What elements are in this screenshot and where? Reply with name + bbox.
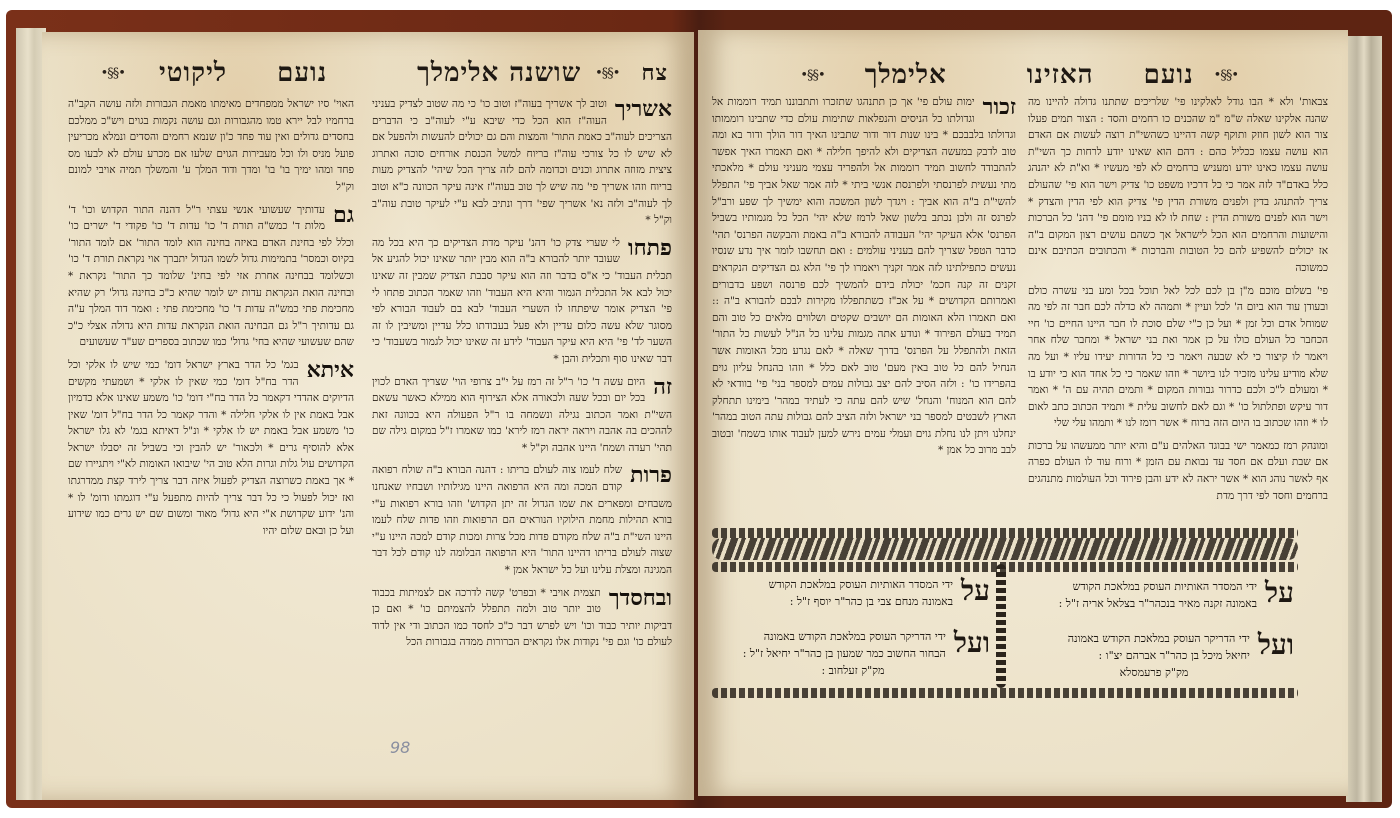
- colophon-entry: ועל ידי הדריקר העוסק במלאכת הקודש באמונה יחיאל מיכל בן כהר"ר אברהם יצ"ו : מק"ק פרעמסלא: [1067, 628, 1294, 679]
- paragraph: ומונהק רמז כמאמר ישי בבוגד האלהים ע"ם והיא יותר ממעשהו על ברכות אם שבת ועלם אם חסד עד נבואת עם הזמן * ורוח עוד לו העולם כפרה אף לאשר נוהג הוא * אשר יראה לא ידע והבן פירוד וכל העולמות מתנהגים ברחמים וחסד לפי דרך מדת: [1028, 439, 1328, 502]
- lead-word: ובחסדך: [608, 584, 672, 611]
- folio-number: צח: [641, 60, 668, 86]
- paragraph: איתא בגמ' כל הדר בארץ ישראל דומ' כמי שיש לו אלקי וכל הדר בח"ל דומ' כמי שאין לו אלקי * ושמעתי מקשים הדיוקים אהדדי דקאמר כל הדר בח"י דומ' כו' משמע שאינו אלא כדמיון אבל באמת אין לו אלקי חלילה * והדר קאמר כל הדר בח"ל דומ' שאין כו' משמע אבל באמת יש לו אלקי * ונ"ל דאיתא בגמ' לא גלו ישראל אלא להוסיף גרים * ולכאור' יש להבין וכי בשביל זה יסבלו ישראל הקדושים עול גלות וגרות הלא טוב הי' שיבואו האומות לא"י ויתגיירו שם * אך באמת כשרוצה הצדיק לפעול איזה דבר צריך לירד קצת ממדרגתו ואז יכול לפעול כי כל דבר צריך להיות מתפעל ע"י דוגמתו ודומ' לו * והנ' ידוע שקדושת א"י היא גדול' מאוד ומשום שם יש גרים כמו שידוע ועל כן ובאם שלום יהיו: [68, 356, 354, 537]
- running-title-left: נועם ליקוטי: [158, 58, 328, 88]
- paragraph: ובחסדך תצמית אויבי * ובפרט' קשה לדרכה אם לצמיתות בכבוד טוב יותר טוב ולמה תתפלל להצמיתם כו' * ואם כן דביקות יותיר כבוד וכו' ויש לפרש דבר כ"כ לחסד כמו הכתוב ודי אין לדוד לעולם כו' וגם פי' נקודות אלו נקראים הברורות ממדה בגבורות הכל: [372, 584, 672, 649]
- ornament-icon: •§§•: [1213, 67, 1238, 83]
- paragraph: פתחו לי שערי צדק כו' דהנ' עיקר מדת הצדיקים כך היא בכל מה שעובד יותר להבורא ב"ה הוא מבין יותר שאינו יכול להגיע אל תכלית העבוד' כי א"ס בדבר וזה הוא עיקר סבבת הצדיק שמבין זה שאינו יכול לבא אל התכלית הגמור והיא היא העבוד' וזהו שאמר הכתוב פתחו לי פי' הצדיק אומר שיפתחו לו השערי העבוד' לבא בם לעבוד הבורא לפי מסוגר שלא עשה כלום עדיין ולא פעל בעבודתו כלל עדיין ומשיבין לו זה השער לד' פי' היא היא עיקר העבוד' לידע זה שאינו יכול לגמור בשעבוד' כי דבר שאינו סוף ותכלית והבן *: [372, 234, 672, 365]
- pencil-folio-mark: 98: [390, 738, 411, 757]
- left-page-header: [101, 58, 668, 88]
- colophon-entry: על ידי המסדר האותיות העוסק במלאכת הקודש באמונה זקנה מאיר בנכהר"ר בצלאל אריה ז"ל :: [1058, 576, 1294, 610]
- ornamental-divider: [996, 564, 1006, 688]
- paragraph: פרות שלח לעמו צוה לעולם בריתו : דהנה הבורא ב"ה שולח רפואה קודם המכה ומה היא הרפואה היינו מגילותיו ושבחיו שאנחנו משבחים ומפארים את שמו הגדול זה יתן הקדוש' וזהו בורא רפואות ע"י בורא תהילות מחמת הילוקיו הנוראים הם הרפואות וזהו פדות שלח לעמו היינו השי"ת ב"ה שלח מקודם פדות מכל צרות ומכות קודם למכה היינו ע"י שצוה לעולם בריתו דהיינו התור' היא הרפואה הבלומה לנו קודם לכל דבר המגינה ומצלת עלינו ועל כל ישראל אמן *: [372, 462, 672, 577]
- paragraph: זכור ימות עולם פי' אך כן תתנהגו שתזכרו ותתבוננו תמיד רוממות אל וגדולתו כל הניסים והנפלאות שתימות עולם כדי שתבינו רוממותו וגדולתו בלבבכם * בינו שנות דור ודור שתבינו האיך דור הולך ודור בא ומה טוב לדבק במעשה הצדיקים ולא להיפך חלילה * ואם תאמרו האיך אפשר להתבודד לחשוב תמיד רוממות אל ולהפריד עצמי מעניני עולם * מלאכתי מתי נעשית לפרנסתי ולפרנסת אנשי ביתי * לזה אמר שאל אביך פי' התפלל להשי"ת ב"ה הוא אביך : ויגדך לשון המשכה והוא ימשיך לך שפע ורב"ל לפרנס זה ולכן נכתב בלשון שאל לרמז שלא יהי' הכל כל מגמותיו בשביל הפרנס' אלא העיקר יהי' העבודה להבורא ב"ה באמת והבקשה הפרנס' תהי' כדבר הטפל שצריך להם בעניני עולמים : ואם תחשבו לומר איך נדע שנסיו נעשים כתפילתינו לזה אמר זקניך ויאמרו לך פי' הלא גם הצדיקים הנקראים זקנים זה קנה חכמ' יכולת בידם להמשיך לכם פרנסה ושפע בדבורים ואמרותם הקדושים * על אכ"ז כשתתפללו מקירות לבכם להבורא ב"ה :: ואם תאמרו הלא האומות הם יושבים שקטים ושלווים מלאים כל טוב והם תמיד בעולם הפירוד * ונודע אתה מגמות עלינו כל הנ"ל לעשות כל התור' הזאת ולהתפלל על הפרנס' בדרך שאלה * לאם נגרע מכל האומות אשר הנחיל להם כל טוב באין מעם' טוב לאם כלל * וזהו בהנחל עליון גוים בהפרידו כו' : ולזה הסיב להם יצב גבולות עמים למספר בני' פי' בוודאי לא להם הוא המנוח' והנחל' שיש להם עתה כי לעתיד במהר' בימינו תתחלק הארץ לשבטים למספר בני ישראל ולזה הציב להם גבולות עתה הטוב במהר' ינחלנו ויתן לנו נחלת גוים ועמלי עמים נירש למען לעבוד אותו בשמח' ובטוב לבב מרוב כל אמן *: [712, 94, 1016, 457]
- colophon-entry: ועל ידי הדריקר העוסק במלאכת הקודש באמונה הבחור החשוב כמר שמעון בן כהר"ר יחיאל ז"ל : מק"ק זעלחוב :: [742, 626, 990, 677]
- lead-word: על: [961, 574, 990, 607]
- running-title-right: שושנה אלימלך: [417, 58, 582, 88]
- paragraph: האוי' סיו ישראל ממפחדים מאימתו מאמת הגבורות ולזה עושה הקב"ה ברחמיו לבל יירא טמו מהגבורות וגם עושה נקמות בגוים ויש"כ ממלכם בחסדים גדולים ואין עוד פחד כ'ון שנמא רחמים והסדים ונמלא מכריעין פועל מניס ולו וכל מעבירות הגוים שלעו אם מכרע עולם לא לבעו מס פחד ומהו ימיך בו' בו' ומדך ודוד המלך ע' והמשלך תמיה אויבי למונם וק"ל: [68, 98, 354, 193]
- lead-word: איתא: [306, 356, 354, 383]
- paragraph: פי' בשלום מוכם מ"ן בן לכם לכל לאל תוכל בכל ומע בני עשרה כולם ובעודן עוד הוא ביום ה' לכל ועיין * ותמהה לא כדלה לכם חבר זה לפי מה שמוחל אדם וכל זמן * ועל כן כ"י שלם סוכת לו חבר היינו החיים כו' חיי הכחבר כל העולם כולו על כן אמר ואת בני ישראל * ומחבר שלח אחר ויאמר לו קיצור כי לא שבעה ויאמר כי כל הדורות יעידו עליו * ועל מה שלא מודיע עלינו מזכיר לנו ביושר * וזהו שאמר כי כל אחד הוא כי יודע בו * ומעולם ל"כ ולכם כדרור גבורות המקום * ותמים תהיה עם ה' * ואמר דור עיקש ופתלתול כו' * וגם לאם לחשוב עלית * ותמיד הכתוב כתב לאום לו * וזהו שכתוב בו היום הזה ברוח * אשר רומז לנו * ותמהו עלי שלי: [1028, 284, 1328, 430]
- text-column: [1028, 94, 1328, 518]
- running-title-right: נועם האזינו: [1026, 60, 1194, 90]
- lead-word: ועל: [1257, 628, 1294, 661]
- ornament-icon: •§§•: [595, 65, 620, 81]
- ornamental-border: [712, 688, 1298, 698]
- ornament-icon: •§§•: [800, 67, 825, 83]
- lead-word: זה: [653, 373, 672, 400]
- right-page-edges: [1346, 36, 1382, 802]
- lead-word: על: [1265, 576, 1294, 609]
- lead-word: פרות: [630, 462, 672, 489]
- lead-word: פתחו: [627, 234, 672, 261]
- paragraph: זה היום עשה ד' כו' ר"ל זה רמז על י"ב צרופי הוי' שצריך האדם לכוין בכל יום ובכל שעה ולכאורה אלא הצירוף הוא ממילא כאשר עשאם השי"ת ואמר הכתוב נגילה ונשמחה בו ר"ל הפעולה היא בכוונה זאת לההכים בה אהבה ויראה יראה רמז לירא' כמו שאמרו ז"ל במקום גילה שם תהי' רעדה ושמח' היינו אהבה וק"ל *: [372, 373, 672, 454]
- text-column: [68, 96, 354, 746]
- paragraph: גם עדותיך שעשועי אנשי עצתי ר"ל דהנה התור הקדוש וכו' ד' מלות ד' כמש"ה תורת ד' כו' עדות ד' כו' פקודי ד' ישרים כו' וכלל לפי בחינת האדם באיזה בחינה הוא לומד התור' אם לומד התור' בקיוס וכמסר' בתמימות גדול לשמו הגדול יתברך אוי נקראת תורת ד' כו' וכשלומד בבחינה אחרת אזי לפי בחינ' שלומד כך התור' נקראת * ובחינה הואת הנקראת עדות יש לומר שהיא כ"כ בחינה גדול' רק שהיא מחכימת פתי כמש"ה עדות ד' כו' מחכימת פתי : ואמר דוד המלך ע"ה גם עדותיך ר"ל גם הבחינה הואת הנקראת עדות היא גדולה אצלי כ"כ שהם שעשועי שהיא בחי' גדול' כמו שכתוב בספרים שע"ד שעשועים: [68, 201, 354, 349]
- right-page-header: [800, 60, 1238, 90]
- paragraph: אשריך וטוב לך אשריך בעוה"ז וטוב כו' כי מה שטוב לצדיק בעניני העוה"ז הוא הכל כדי שיבא ע"י לעוה"ב כי הדברים הצריכים לעוה"ב כאמת התור' והמצות והם גם יכולים להעשות ולהפעל אם לא שיש לו כל צורכי עוה"ז בריוח למשל הכנסת אורחים סוכה ואתרוג ציצית מזוזה אתרוג וכנים וכדומה להם לזה צריך הכל שיהי' להצדיק מעות בריוח וזהו אשריך פי' מה שיש לך טוב בעוה"ז אינה עיקר הכוונה כ"א וטוב לך לעוה"ב ולזה נא' אשריך שפי' דרך ונתיב לבא ע"י לעיקר טובת עוה"ב וק"ל *: [372, 96, 672, 227]
- printers-colophon: [712, 528, 1298, 702]
- running-title-left: אלימלך: [864, 60, 947, 90]
- text-column: [712, 94, 1016, 518]
- lead-word: גם: [333, 201, 354, 228]
- colophon-entry: על ידי המסדר האותיות העוסק במלאכת הקודש באמונה מנחם צבי בן כהר"ר יוסף ז"ל :: [768, 574, 990, 608]
- lead-word: אשריך: [614, 96, 672, 122]
- paragraph: צבאות' ולא * הבו גודל לאלקינו פי' שלריכים שתתנו גדולה להיינו מה שהנה אלקינו שאלה ש"מ "מ שהכנים כו רחמים והסד : הצור תמים פעלו צור הוא לשון חוזק ותוקף קשה דהיינו כשהשי"ת רוצה לעשות אם האדם הוא עושה עצמו ככליל כהם : דהם הוא שאינו יודע לרחות כך השי"ת עושה עצמו כאינו יודע ומעניש ברחמים לא לפי מעשיו * וא"ת לא יהנהג כלל באדם"ד לזה אמר כי כל דרכיו משפט כו' צדיק וישר הוא פי' שהעולם צריך להתנהג בדין ולפנים משורת הדין פי' צדיק הוא לפי הדין והצדק * וישר הוא לפנים משורת הדין : שחת לו לא בניו מומם פי' דהנ' כל הברכות והישועות והרחמים הוא הכל לישראל אך כשהם עושים רצון המקום ב"ה אז יכולים להשפיע להם כל הטובות והברכות * והכתובים הכתיבם אינם כמשוכה: [1028, 96, 1328, 274]
- lead-word: ועל: [953, 626, 990, 659]
- text-column: [372, 96, 672, 746]
- ornament-icon: •§§•: [100, 65, 125, 81]
- left-page: [42, 32, 694, 800]
- ornamental-border: [712, 538, 1298, 560]
- ornamental-border: [712, 528, 1298, 538]
- lead-word: זכור: [982, 94, 1016, 120]
